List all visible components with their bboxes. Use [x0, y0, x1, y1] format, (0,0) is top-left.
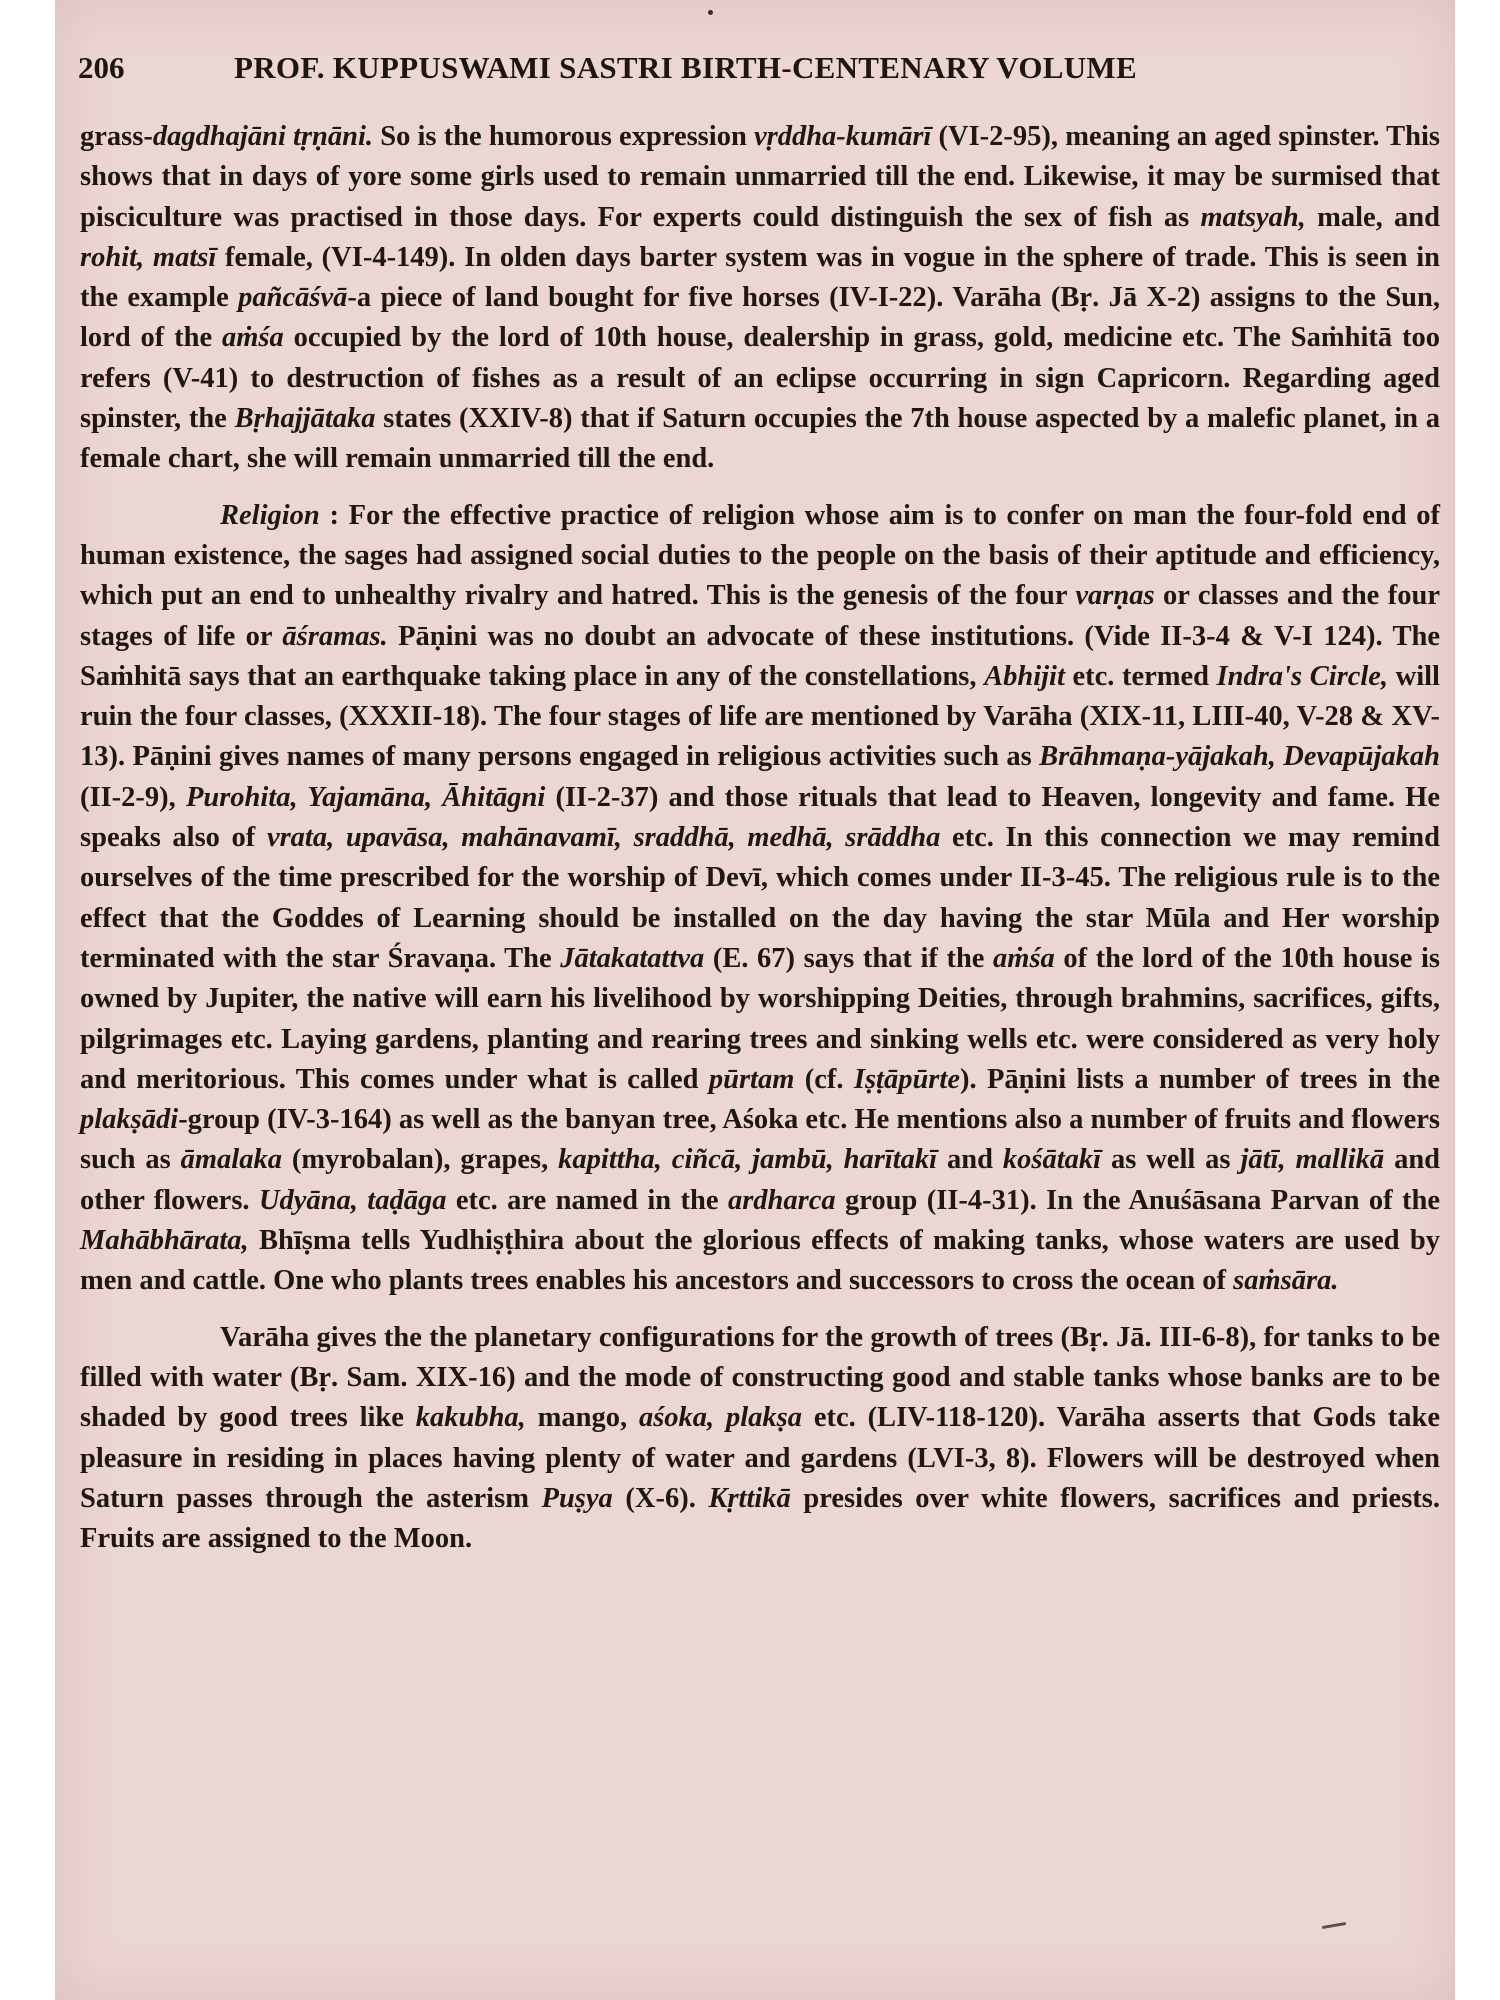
text-run: states (XXIV-8) that if Saturn occupies the 7th house aspected by a malefic planet, in a female chart, she will remain unmarried till the end.	[80, 403, 1440, 475]
italic-term: āmalaka	[180, 1144, 282, 1176]
print-speck	[708, 10, 713, 15]
italic-term: Mahābhārata,	[80, 1225, 249, 1257]
page-number: 206	[78, 50, 125, 85]
text-run: (myrobalan), grapes,	[281, 1144, 559, 1176]
text-run: etc. In this connection we may remind ourselves of the time prescribed for the worship of Devī, which comes under II-3-45. The religious rule is to the effect that the Goddes of Learning should be installed on the day having the star Mūla and Her worship terminated with the star Śravaṇa. The	[80, 822, 1440, 974]
text-run: male, and	[1305, 201, 1440, 233]
text-run: (X-6).	[612, 1482, 709, 1514]
italic-term: saṁsāra.	[1233, 1265, 1339, 1297]
italic-term: vrata, upavāsa, mahānavamī, sraddhā, medhā, srāddha	[266, 822, 941, 854]
text-run: (cf.	[794, 1063, 854, 1095]
italic-term: Abhijit	[984, 660, 1065, 692]
italic-term: matsyah,	[1200, 201, 1306, 233]
italic-term: plakṣādi	[80, 1104, 179, 1136]
text-run: (E. 67) says that if the	[704, 942, 994, 974]
italic-term: aṁśa	[993, 942, 1055, 974]
paragraph	[80, 117, 1440, 480]
italic-term: kośātakī	[1002, 1144, 1102, 1176]
italic-term: kapittha, ciñcā, jambū, harītakī	[558, 1144, 938, 1176]
text-run: -group (IV-3-164) as well as the banyan tree, Aśoka etc. He mentions also a number of fruits and flowers such as	[80, 1104, 1440, 1176]
text-run: Pāṇini was no doubt an advocate of these institutions. (Vide II-3-4 & V-I 124). The Saṁhitā says that an earthquake taking place in any of the constellations,	[80, 620, 1440, 692]
text-run: and	[937, 1144, 1003, 1176]
italic-term: Jātakatattva	[560, 942, 705, 974]
text-run: ). Pāṇini lists a number of trees in the	[959, 1063, 1440, 1095]
text-run: grass-	[80, 121, 153, 152]
italic-term: Purohita, Yajamāna, Āhitāgni	[185, 781, 546, 813]
text-run: and other flowers.	[80, 1144, 1441, 1216]
italic-term: aśoka, plakṣa	[638, 1402, 802, 1434]
text-run: (II-2-9),	[80, 781, 186, 813]
paragraph	[80, 1318, 1440, 1560]
text-run: presides over white flowers, sacrifices and priests. Fruits are assigned to the Moon.	[80, 1482, 1440, 1555]
italic-term: pūrtam	[708, 1063, 795, 1095]
italic-term: Iṣṭāpūrte	[853, 1063, 960, 1095]
text-run: Varāha gives the the planetary configurations for the growth of trees (Bṛ. Jā. III-6-8), for tanks to be filled with water (Bṛ. Sam. XIX-16) and the mode of constructing good and stable tanks whose banks are to be shaded by good trees like	[80, 1321, 1440, 1434]
text-run: mango,	[525, 1402, 639, 1434]
text-run: group (II-4-31). In the Anuśāsana Parvan of the	[835, 1184, 1441, 1216]
text-run: of the lord of the 10th house is owned by Jupiter, the native will earn his livelihood by worshipping Deities, through brahmins, sacrifices, gifts, pilgrimages etc. Laying gardens, planting and rearing trees and sinking wells etc. were considered as very holy and meritorious. This comes under what is called	[80, 942, 1440, 1095]
running-head: PROF. KUPPUSWAMI SASTRI BIRTH-CENTENARY VOLUME	[234, 50, 1137, 85]
paragraph	[80, 496, 1440, 1302]
text-run: So is the humorous expression	[373, 121, 754, 152]
italic-term: Puṣya	[541, 1482, 613, 1514]
italic-term: kakubha,	[415, 1402, 526, 1434]
text-run: (VI-2-95), meaning an aged spinster. This shows that in days of yore some girls used to remain unmarried till the end. Likewise, it may be surmised that pisciculture was practised in those days. For experts could distinguish the sex of fish as	[80, 121, 1440, 233]
italic-term: varṇas	[1075, 580, 1155, 612]
text-run: or classes and the four stages of life or	[80, 580, 1440, 652]
body-text	[80, 117, 1440, 1559]
italic-term: dagdhajāni tṛṇāni.	[152, 121, 374, 152]
text-run: female, (VI-4-149). In olden days barter system was in vogue in the sphere of trade. This is seen in the example	[80, 241, 1440, 314]
text-run: will ruin the four classes, (XXXII-18). The four stages of life are mentioned by Varāha (XIX-11, LIII-40, V-28 & XV-13). Pāṇini gives names of many persons engaged in religious activities such as	[80, 660, 1440, 773]
text-run: as well as	[1101, 1144, 1241, 1176]
italic-term: jātī, mallikā	[1240, 1144, 1385, 1176]
italic-term: aṁśa	[221, 322, 284, 354]
italic-term: Udyāna, taḍāga	[258, 1184, 447, 1216]
text-run: (II-2-37) and those rituals that lead to Heaven, longevity and fame. He speaks also of	[80, 781, 1440, 854]
text-run: Bhīṣma tells Yudhiṣṭhira about the glorious effects of making tanks, whose waters are used by men and cattle. One who plants trees enables his ancestors and successors to cross the ocean of	[80, 1225, 1440, 1297]
italic-term: ardharca	[727, 1184, 836, 1216]
text-run: etc. (LIV-118-120). Varāha asserts that Gods take pleasure in residing in places having plenty of water and gardens (LVI-3, 8). Flowers will be destroyed when Saturn passes through the asterism	[80, 1402, 1440, 1514]
italic-term: vṛddha-kumārī	[753, 121, 932, 152]
italic-term: Religion	[220, 499, 320, 531]
text-run: : For the effective practice of religion whose aim is to confer on man the four-fold end of human existence, the sages had assigned social duties to the people on the basis of their aptitude and efficiency, which put an end to unhealthy rivalry and hatred. This is the genesis of the four	[80, 499, 1440, 612]
italic-term: Indra's Circle,	[1216, 660, 1389, 692]
italic-term: Bṛhajjātaka	[234, 403, 376, 435]
text-run: occupied by the lord of 10th house, dealership in grass, gold, medicine etc. The Saṁhitā too refers (V-41) to destruction of fishes as a result of an eclipse occurring in sign Capricorn. Regarding aged spinster, the	[80, 322, 1440, 435]
italic-term: rohit, matsī	[80, 241, 217, 273]
italic-term: Kṛttikā	[708, 1482, 791, 1514]
text-run: etc. termed	[1064, 660, 1217, 692]
text-run: -a piece of land bought for five horses (IV-I-22). Varāha (Bṛ. Jā X-2) assigns to the Sun, lord of the	[80, 282, 1440, 354]
page-header	[78, 50, 1288, 94]
italic-term: āśramas.	[282, 620, 388, 652]
italic-term: pañcāśvā	[238, 282, 348, 314]
italic-term: Brāhmaṇa-yājakah, Devapūjakah	[1039, 741, 1440, 773]
text-run: etc. are named in the	[446, 1184, 728, 1216]
